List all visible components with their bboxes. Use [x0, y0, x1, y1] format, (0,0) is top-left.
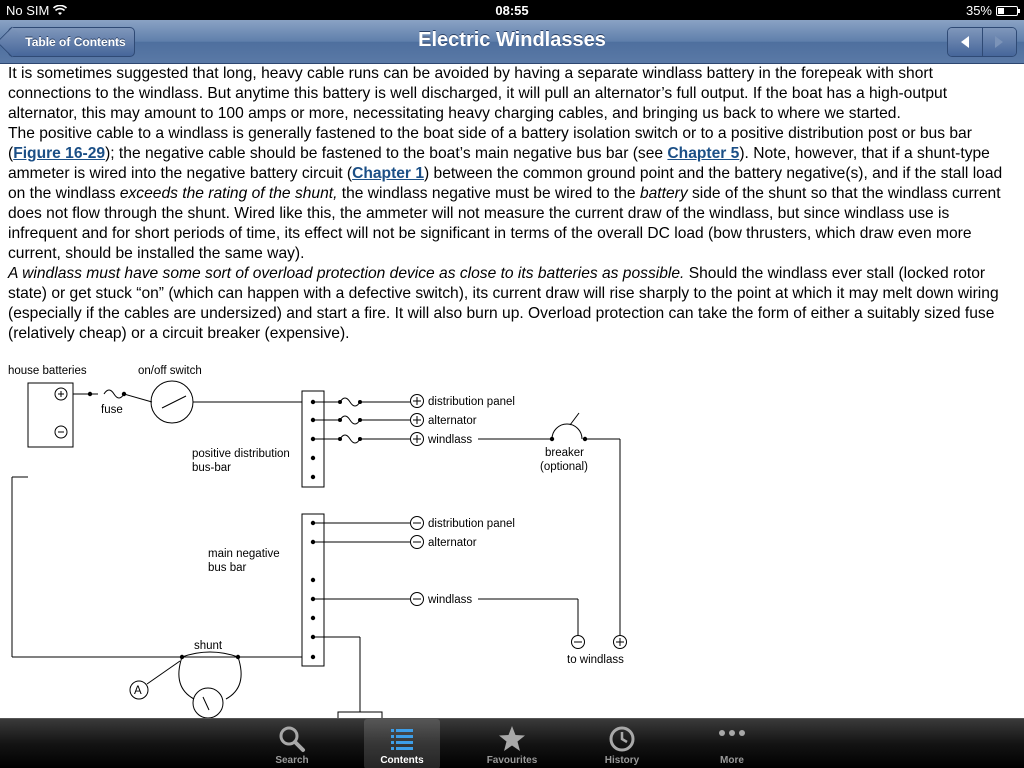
- battery-percent: 35%: [965, 3, 992, 18]
- label-house-batteries: house batteries: [8, 365, 87, 377]
- battery-fill: [998, 8, 1004, 14]
- tab-favourites-label: Favourites: [486, 755, 538, 766]
- tab-history-label: History: [604, 755, 640, 766]
- figure-16-29-link[interactable]: Figure 16-29: [13, 145, 106, 162]
- p2-text-f: the windlass negative must be wired to the: [337, 185, 640, 202]
- more-icon: [718, 725, 746, 753]
- tab-more-label: More: [720, 755, 744, 766]
- article-body: [8, 64, 1018, 344]
- tab-more[interactable]: [694, 719, 770, 768]
- battery-box: [28, 383, 73, 447]
- label-pos-distribution-panel: distribution panel: [428, 396, 515, 408]
- paragraph-1: It is sometimes suggested that long, heavy cable runs can be avoided by having a separate windlass battery in the forepeak with short connections to the windlass. But anytime this battery is well discharged, it will pull an alternator’s full output. If the boat has a high-output alternator, this may amount to 100 amps or more, necessitating heavy charging cables, and bringing us back to where we started.: [8, 65, 948, 122]
- p2-text-b: ); the negative cable should be fastened to the boat’s main negative bus bar (see: [105, 145, 668, 162]
- label-shunt: shunt: [194, 640, 223, 652]
- tab-history[interactable]: [584, 719, 660, 768]
- clock-time: 08:55: [495, 3, 529, 18]
- label-breaker: breaker: [545, 447, 584, 459]
- page-navigation-control: [947, 27, 1017, 57]
- tab-search[interactable]: [254, 719, 330, 768]
- page-title: Electric Windlasses: [418, 29, 606, 51]
- search-icon: [278, 725, 306, 753]
- chevron-left-icon: [959, 35, 971, 49]
- p2-emphasis-shunt: exceeds the rating of the shunt,: [119, 185, 338, 202]
- label-to-windlass: to windlass: [567, 654, 624, 666]
- alternator-fuse: [340, 416, 360, 424]
- label-neg-alternator: alternator: [428, 537, 477, 549]
- ammeter-gauge: [193, 688, 223, 718]
- label-pos-alternator: alternator: [428, 415, 477, 427]
- tab-contents[interactable]: [364, 719, 440, 768]
- tab-favourites[interactable]: [474, 719, 550, 768]
- chevron-right-icon: [993, 35, 1005, 49]
- label-neg-windlass: windlass: [428, 594, 473, 606]
- p2-text-a: The positive cable to a windlass is generally fastened to the boat side of a battery isolation switch or to a positive distribution post or bus bar (: [8, 125, 972, 162]
- panel-fuse: [340, 398, 360, 406]
- status-bar: [0, 0, 1024, 20]
- clock-icon: [608, 725, 636, 753]
- tab-bar: [0, 718, 1024, 768]
- onoff-switch: [151, 381, 193, 423]
- windlass-fuse: [340, 435, 360, 443]
- wiring-diagram: [0, 362, 1024, 718]
- label-fuse: fuse: [101, 404, 123, 416]
- star-icon: [498, 725, 526, 753]
- chapter-5-link[interactable]: Chapter 5: [667, 145, 740, 162]
- p3-emphasis: A windlass must have some sort of overload protection device as close to its batteries as possible.: [8, 265, 685, 282]
- label-neg-distribution-panel: distribution panel: [428, 518, 515, 530]
- back-button-label: Table of Contents: [25, 35, 126, 49]
- label-pos-windlass: windlass: [428, 434, 473, 446]
- negative-bus-bar: [302, 514, 324, 666]
- next-page-button[interactable]: [982, 28, 1017, 56]
- chapter-1-link[interactable]: Chapter 1: [352, 165, 425, 182]
- tab-search-label: Search: [275, 755, 309, 766]
- p2-emphasis-battery: battery: [639, 185, 688, 202]
- p2-text-h: side of the shunt so that the windlass current does not flow through the shunt. Wired like this, the ammeter will not measure the current draw of the windlass, but since windlass use is infrequent and for short periods of time, its effect will not be significant in terms of the overall DC load (bow thrusters, which draw even more current, should be installed the same way).: [8, 185, 1001, 262]
- contents-icon: [388, 725, 416, 753]
- label-main-negative: main negative: [208, 548, 280, 560]
- carrier-label: No SIM: [6, 3, 50, 18]
- navigation-bar: [0, 20, 1024, 64]
- label-positive-bus-bar: bus-bar: [192, 462, 231, 474]
- label-negative-bus-bar: bus bar: [208, 562, 247, 574]
- label-breaker-optional: (optional): [540, 461, 588, 473]
- tab-contents-label: Contents: [380, 755, 424, 766]
- previous-page-button[interactable]: [948, 28, 982, 56]
- p2-text-d: ) between the common ground point and the battery negative(s), and if the stall load on the windlass: [8, 165, 1003, 202]
- battery-icon: [996, 6, 1018, 16]
- p3-text: Should the windlass ever stall (locked rotor state) or get stuck “on” (which can happen with a defective switch), its current draw will rise sharply to the point at which it may melt down wiring (especially if the cables are undersized) and start a fire. It will also burn up. Overload protection can take the form of either a suitably sized fuse (relatively cheap) or a circuit breaker (expensive).: [8, 265, 999, 342]
- circuit-breaker: [552, 424, 582, 439]
- label-onoff-switch: on/off switch: [138, 365, 202, 377]
- paragraph-2: [8, 124, 1018, 264]
- label-positive-distribution: positive distribution: [192, 448, 290, 460]
- label-ammeter: A: [134, 685, 142, 697]
- main-fuse: [104, 390, 124, 398]
- paragraph-3: [8, 264, 1018, 344]
- p2-text-c: ). Note, however, that if a shunt-type ammeter is wired into the negative battery circuit (: [8, 145, 990, 182]
